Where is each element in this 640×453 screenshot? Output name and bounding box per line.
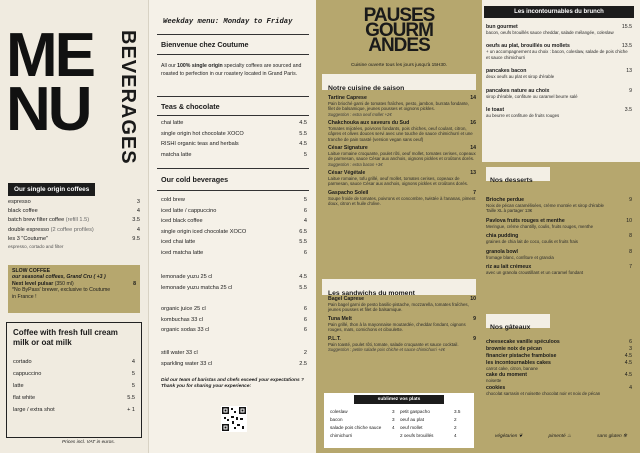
item-price: 4	[131, 359, 135, 365]
organic-list	[161, 304, 307, 336]
dessert-item	[486, 249, 632, 260]
gateau-item	[486, 346, 632, 352]
item-price: 2.5	[299, 360, 307, 367]
lemonade-list	[161, 272, 307, 293]
item-name: espresso	[8, 199, 31, 205]
item-price: 10	[626, 217, 632, 224]
coffees-header: Our single origin coffees	[8, 178, 95, 196]
slow-pulsar-note: (350 ml)	[54, 280, 74, 287]
item-price: 3	[136, 199, 140, 205]
panel-brunch-desserts	[482, 0, 640, 453]
sides-list	[324, 406, 474, 442]
item-name: pancakes bacon	[486, 68, 527, 75]
menu-word-top: ME	[6, 21, 93, 90]
dish-description: Tomates mijotées, poivrons fondants, pois chiches, oeuf coulant, citron, câpres et olives douces servi avec une touche de sauce chimichurri et une tranche de pain toasté (version vegan sans oeuf)	[328, 125, 473, 142]
item-price: 5	[303, 197, 307, 203]
wheat-icon: ✻	[623, 434, 628, 439]
gateau-item	[486, 372, 632, 383]
gateau-item	[486, 353, 632, 359]
sandwich-dish	[328, 296, 476, 313]
brunch-item	[486, 88, 632, 99]
sides-box	[324, 393, 474, 448]
slow-pulsar: Next level pulsar	[12, 280, 54, 287]
sides-title: sublimez vos plats	[354, 395, 444, 404]
dish-price: 13	[470, 169, 476, 176]
milk-row	[13, 368, 135, 380]
item-description: Meringue, crème chantilly, coulis, fruits rouges, menthe	[486, 223, 594, 229]
cold-row	[161, 206, 307, 217]
service-hours: Cuisine ouverte tous les jours jusqu'à 15H30.	[350, 63, 448, 68]
milk-row	[13, 356, 135, 368]
item-price: 4.5	[299, 120, 307, 126]
side-cell: salade pois chiche sauce	[330, 425, 382, 430]
saison-dish	[328, 95, 476, 117]
legend	[482, 434, 640, 439]
coffee-row	[8, 226, 140, 235]
item-price: 5	[303, 151, 307, 158]
spicy-legend: pimenté ♨	[548, 434, 572, 439]
sandwich-dish	[328, 336, 476, 352]
item-name: pancakes nature au choix	[486, 87, 550, 94]
tea-row	[161, 150, 307, 161]
item-price: 2	[303, 350, 307, 356]
divider	[157, 115, 309, 116]
side-cell: 2 oeufs brouillés	[400, 433, 434, 438]
dish-price: 7	[473, 189, 476, 196]
item-name: matcha latte	[161, 151, 192, 158]
desserts-list	[486, 197, 632, 279]
item-price: 13.5	[621, 43, 632, 50]
item-name: financier pistache framboise	[486, 353, 557, 359]
divider	[157, 34, 309, 35]
side-cell: petit gaspacho	[400, 409, 430, 414]
saison-dish	[328, 120, 476, 142]
coffee-row	[8, 235, 140, 244]
side-cell: bacon	[330, 417, 343, 422]
organic-row	[161, 325, 307, 336]
item-description: Noix de pécan caramélisées, crème montée et sirop d'érable	[486, 203, 604, 208]
brunch-item	[486, 24, 632, 35]
item-name: chia pudding	[486, 233, 519, 240]
divider	[157, 96, 309, 97]
cold-row	[161, 248, 307, 259]
teas-list	[161, 118, 307, 160]
item-name: cheesecake vanille spéculoos	[486, 339, 560, 345]
item-price: 9	[629, 87, 632, 94]
dish-description: Pain grillé, thon à la mayonnaise moutardée, cheddar fondant, oignons rouges, maïs, cornichons et ciboulette.	[328, 321, 466, 333]
side-cell: 3	[392, 409, 395, 414]
item-name: flat white	[13, 395, 36, 401]
brunch-heading: Les incontournables du brunch	[484, 6, 634, 18]
side-row	[330, 432, 468, 440]
item-price: 3.5	[132, 217, 140, 224]
item-price: 6.5	[299, 228, 307, 235]
saison-dish	[328, 170, 476, 187]
dish-suggestion: Suggestion : extra oeuf mollet +2€	[328, 111, 392, 117]
item-description: graines de chia lait de coco, coulis et fruits frais	[486, 239, 579, 245]
tea-row	[161, 129, 307, 140]
dessert-item	[486, 264, 632, 275]
item-price: 8	[629, 248, 632, 255]
dish-name: Chakchouka aux saveurs du Sud	[328, 119, 410, 126]
beverages-vertical-title: BEVERAGES	[117, 30, 139, 165]
sandwich-list	[328, 296, 476, 355]
item-price: 6	[303, 316, 307, 323]
item-name: black coffee	[8, 208, 38, 215]
item-price: 5.5	[127, 395, 135, 401]
gateau-item	[486, 385, 632, 396]
item-price: + 1	[127, 407, 135, 413]
item-name: Pavlova fruits rouges et menthe	[486, 217, 565, 224]
saison-dish	[328, 190, 476, 207]
dish-price: 9	[473, 335, 476, 342]
item-name: iced chai latte	[161, 239, 196, 245]
item-description: fromage blanc, confiture et granola	[486, 254, 554, 260]
item-description: + un accompagnement au choix : bacon, coleslaw, salade de pois chiche et sauce chimichurri	[486, 49, 628, 60]
menu-word-bottom: NU	[6, 75, 90, 144]
item-price: 9.5	[132, 235, 140, 242]
item-name: cold brew	[161, 197, 185, 203]
side-cell: 2	[454, 425, 457, 430]
dessert-item	[486, 197, 632, 214]
item-price: 6	[303, 327, 307, 333]
milk-title: Coffee with fresh full cream milk or oat milk	[13, 328, 118, 347]
item-price: 13	[626, 68, 632, 75]
dish-price: 16	[470, 119, 476, 126]
dish-description: Pain toasté, poulet rôti, tomate, salade croquante et sauce cocktail.	[328, 341, 459, 347]
leaf-icon: ❦	[518, 434, 523, 439]
item-price: 4	[303, 218, 307, 224]
dessert-item	[486, 233, 632, 244]
gateaux-list	[486, 339, 632, 397]
prices-footer: Prices incl. VAT in euros.	[62, 440, 115, 445]
dish-name: César Signature	[328, 145, 368, 152]
milk-row	[13, 380, 135, 392]
slow-title: SLOW COFFEE	[12, 268, 51, 274]
organic-row	[161, 304, 307, 315]
item-price: 3	[629, 346, 632, 352]
dish-suggestion: Suggestion : extra bacon +3€	[328, 161, 383, 167]
item-description: deux oeufs au plat et sirop d'érable	[486, 74, 555, 80]
brunch-item	[486, 107, 632, 118]
item-name: sparkling water 33 cl	[161, 360, 212, 367]
item-price: 4.5	[624, 353, 632, 359]
item-price: 4	[136, 226, 140, 233]
dish-name: Gaspacho Soleil	[328, 189, 369, 196]
item-price: 5.5	[299, 284, 307, 291]
side-cell: chimichurri	[330, 433, 353, 438]
item-name: batch brew filter coffee (refill 1.5)	[8, 217, 90, 224]
coffee-row	[8, 207, 140, 216]
item-description: chocolat sarrasin et noisette chocolat noir et noix de pécan	[486, 390, 601, 396]
gateau-item	[486, 339, 632, 345]
milk-row	[13, 404, 135, 416]
teas-heading: Teas & chocolate	[161, 102, 220, 111]
cold-row	[161, 216, 307, 227]
side-cell: 4	[454, 433, 457, 438]
item-name: RISHI organic teas and herbals	[161, 141, 239, 147]
organic-row	[161, 315, 307, 326]
item-name: latte	[13, 383, 24, 389]
item-price: 4	[136, 208, 140, 215]
desserts-heading: Nos desserts	[486, 167, 550, 181]
item-name: chai latte	[161, 120, 184, 126]
vegetarian-legend: végétarien ❦	[494, 434, 523, 439]
chili-icon: ♨	[566, 434, 572, 439]
item-name: organic sodas 33 cl	[161, 327, 210, 333]
dish-name: P.L.T.	[328, 335, 341, 342]
item-price: 3.5	[624, 107, 632, 114]
coffee-list	[8, 198, 140, 250]
milk-list	[13, 356, 135, 416]
sandwich-heading: Les sandwichs du moment	[322, 279, 476, 295]
item-price: 6	[303, 306, 307, 312]
item-description: sirop d'érable, confiture ou caramel beurre salé	[486, 93, 578, 99]
weekday-title: Weekday menu: Monday to Friday	[163, 18, 293, 26]
panel-kitchen	[316, 0, 482, 453]
item-name: double espresso (2 coffee profiles)	[8, 226, 94, 233]
dish-price: 14	[470, 95, 476, 101]
item-price: 9	[629, 197, 632, 203]
side-row	[330, 424, 468, 432]
item-description: carrot cake, citron, banane	[486, 366, 538, 371]
cold-heading: Our cold beverages	[161, 175, 229, 184]
item-price: 5	[131, 383, 135, 389]
item-name: single origin iced chocolate XOCO	[161, 228, 247, 235]
gateau-item	[486, 360, 632, 371]
dish-name: Bagel Caprese	[328, 296, 365, 302]
item-name: le toast	[486, 107, 505, 114]
welcome-heading: Bienvenue chez Coutume	[161, 40, 249, 49]
side-row	[330, 416, 468, 424]
sandwich-dish	[328, 316, 476, 333]
item-name: les 3 "Coutume"	[8, 235, 49, 242]
item-name: brownie noix de pécan	[486, 346, 542, 352]
water-list	[161, 348, 307, 369]
item-price: 5	[131, 371, 135, 377]
side-cell	[392, 432, 400, 440]
brunch-list	[486, 24, 632, 126]
item-name: still water 33 cl	[161, 350, 198, 356]
cold-list	[161, 195, 307, 258]
item-name: oeufs au plat, brouillés ou mollets	[486, 43, 570, 50]
item-name: lemonade yuzu 25 cl	[161, 274, 213, 280]
cold-row	[161, 227, 307, 238]
side-cell: 2	[454, 417, 457, 422]
item-price: 5.5	[299, 239, 307, 245]
item-name: cappuccino	[13, 371, 42, 377]
gluten-free-legend: sans gluten ✻	[597, 434, 628, 439]
item-name: iced latte / cappuccino	[161, 207, 217, 214]
item-price: 4	[629, 384, 632, 391]
coffee-row	[8, 216, 140, 225]
side-cell: 4	[392, 425, 395, 430]
item-name: kombuchas 33 cl	[161, 316, 203, 323]
brunch-item	[486, 43, 632, 60]
divider	[157, 168, 309, 169]
side-cell: 3.5	[454, 409, 461, 414]
tea-row	[161, 139, 307, 150]
item-name: organic juice 25 cl	[161, 306, 206, 312]
item-name: iced matcha latte	[161, 249, 204, 256]
item-name: single origin hot chocolate XOCO	[161, 130, 244, 137]
item-extra: Taille XL à partager 13€	[486, 208, 533, 214]
divider	[157, 54, 309, 55]
item-price: 8	[629, 233, 632, 240]
slow-line4: *No ByPass' brewer, exclusive to Coutume	[12, 287, 111, 294]
item-price: 6	[303, 249, 307, 256]
item-price: 15.5	[621, 24, 632, 30]
item-price: 7	[629, 264, 632, 271]
item-name: cortado	[13, 359, 32, 365]
item-name: les incontournables cakes	[486, 360, 551, 366]
dish-price: 14	[470, 145, 476, 152]
slow-price: 8	[133, 280, 136, 287]
brand-logo: PAUSES GOURM ANDES	[363, 5, 435, 56]
item-price: 4.5	[299, 274, 307, 280]
saison-list	[328, 95, 476, 209]
item-name: Brioche perdue	[486, 197, 525, 203]
item-price: 4.5	[624, 372, 632, 379]
side-row	[330, 408, 468, 416]
item-description: au beurre et confiture de fruits rouges	[486, 113, 560, 119]
dish-name: César Végétale	[328, 169, 366, 176]
item-price: 4.5	[299, 141, 307, 147]
team-note: Did our team of baristas and chefs exceed your expectations ? Thank you for sharing your experience:	[161, 378, 304, 389]
dish-description: Laitue romaine croquante, poulet rôti, oeuf mollet, tomates cerises, copeaux de parmesan, sauce César aux anchois, oignons pickles et croûtons dorés.	[328, 151, 476, 162]
brunch-item	[486, 68, 632, 79]
item-description: bacon, oeufs brouillés sauce cheddar, salade mélangée, coleslaw	[486, 30, 614, 35]
item-price: 6	[629, 339, 632, 345]
lemonade-row	[161, 283, 307, 294]
side-cell: oeuf mollet	[400, 425, 423, 430]
milk-row	[13, 392, 135, 404]
dish-price: 10	[470, 296, 476, 302]
dessert-item	[486, 218, 632, 229]
dish-description: Pain bagel garni de pesto basilic-pistache, mozzarella, tomates fraîches, jeunes pousses et filet de balsamique.	[328, 302, 469, 313]
item-name: lemonade yuzu matcha 25 cl	[161, 284, 233, 291]
qr-code-icon[interactable]	[221, 406, 247, 432]
dish-suggestion: Suggestion : petite salade pois chiche et sauce chimichurri +4€	[328, 347, 445, 353]
side-cell: 3	[392, 417, 395, 422]
item-name: iced black coffee	[161, 218, 203, 224]
panel-beverages-cover	[0, 0, 148, 453]
dish-description: Pain brioché garni de tomates fraîches, pesto, jambon, burrata fondante, filet de balsamique, jeunes pousses et oignons pickles.	[328, 101, 470, 112]
saison-heading: Notre cuisine de saison	[322, 74, 476, 90]
dish-price: 9	[473, 315, 476, 322]
cold-row	[161, 195, 307, 206]
slow-line5: in France !	[12, 293, 37, 300]
cold-row	[161, 237, 307, 248]
item-name: bun gourmet	[486, 24, 518, 30]
milk-coffee-box	[6, 322, 142, 438]
saison-dish	[328, 145, 476, 167]
dish-description: Laitue romaine, tofu grillé, oeuf mollet, tomates cerises, copeaux de parmesan, sauce César aux anchois, oignons pickles et croûtons dorés.	[328, 175, 469, 187]
item-price: 4.5	[624, 360, 632, 366]
slow-coffee-box	[8, 265, 140, 313]
dish-name: Tartine Caprese	[328, 95, 367, 101]
water-row	[161, 348, 307, 359]
side-cell: oeuf au plat	[400, 417, 425, 422]
slow-seasonal: our seasonal coffees, Grand Cru ( +3 )	[12, 274, 106, 281]
item-description: avec un granola croustillant et un caramel fondant	[486, 270, 584, 276]
item-name: large / extra shot	[13, 407, 55, 413]
item-name: granola bowl	[486, 248, 518, 255]
intro-text: All our 100% single origin specialty coffees are sourced and roasted to perfection in our roastery located in Grand Paris.	[161, 63, 302, 77]
gateaux-heading: Nos gâteaux	[486, 314, 550, 328]
dish-description: Soupe froide de tomates, poivrons et concombre, twistée à l'ananas, piment doux, citron et huile d'olive.	[328, 195, 476, 207]
item-price: 5.5	[299, 130, 307, 137]
item-price: 6	[303, 207, 307, 214]
item-description: noisette	[486, 378, 502, 384]
item-name: riz au lait crémeux	[486, 264, 532, 271]
side-cell: coleslaw	[330, 409, 348, 414]
item-name: cake du moment	[486, 372, 527, 379]
coffee-row	[8, 198, 140, 207]
tea-row	[161, 118, 307, 129]
panel-weekday	[148, 0, 316, 453]
divider	[157, 190, 309, 191]
coffee-sub: espresso, cortado and filter	[8, 244, 64, 250]
dish-name: Tuna Melt	[328, 315, 352, 322]
water-row	[161, 359, 307, 370]
lemonade-row	[161, 272, 307, 283]
item-name: cookies	[486, 384, 506, 391]
